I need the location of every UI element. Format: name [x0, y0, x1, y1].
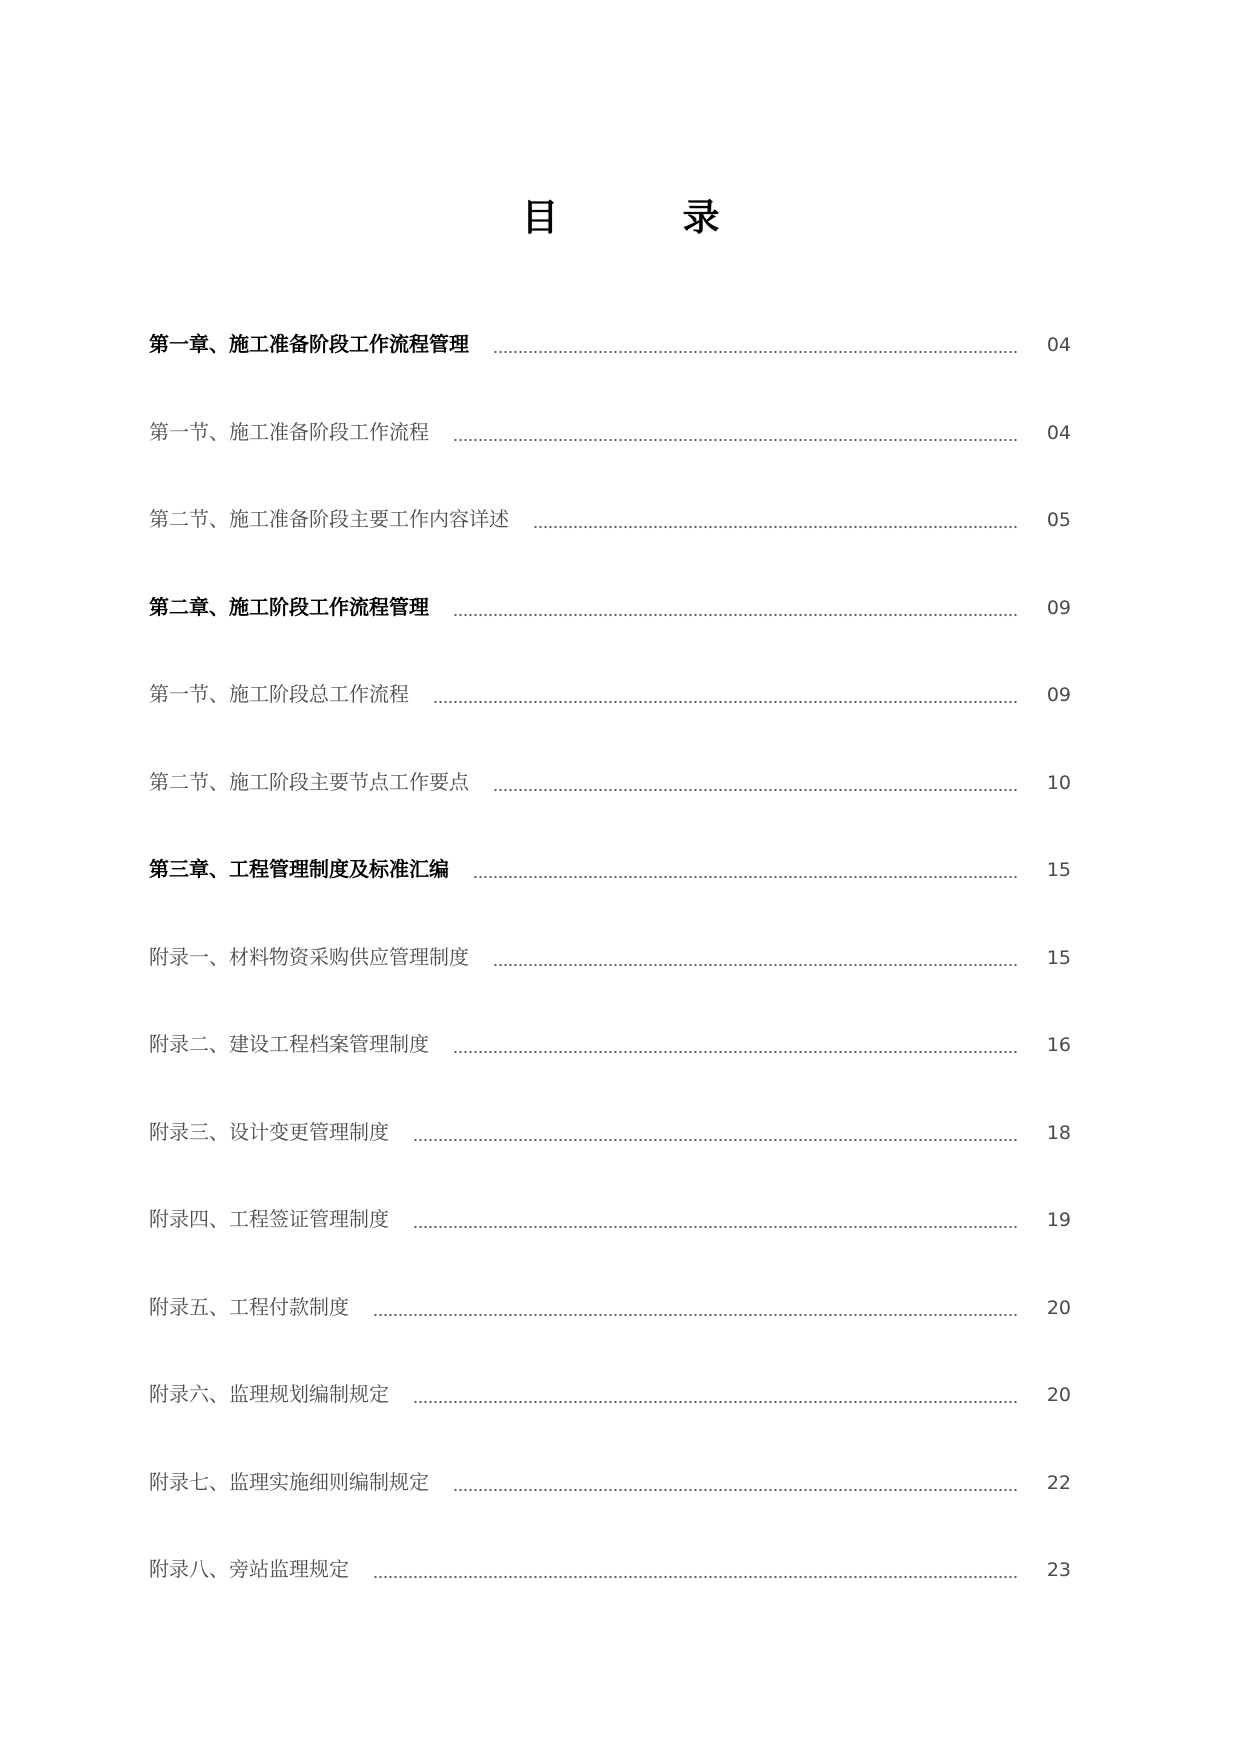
toc-section-entry[interactable] — [149, 1116, 1071, 1204]
toc-entry-label: 附录四、工程签证管理制度 — [149, 1207, 389, 1231]
toc-dot-leader — [493, 947, 1017, 967]
toc-page-number: 15 — [1046, 859, 1071, 881]
toc-chapter-entry[interactable] — [149, 591, 1071, 679]
toc-entry-label: 第二节、施工准备阶段主要工作内容详述 — [149, 507, 509, 531]
toc-entry-label: 附录一、材料物资采购供应管理制度 — [149, 944, 469, 969]
toc-page-number: 15 — [1046, 946, 1071, 969]
toc-section-entry[interactable] — [149, 766, 1071, 854]
toc-page-number: 05 — [1046, 509, 1071, 531]
toc-page-number: 19 — [1046, 1209, 1071, 1231]
toc-page-number: 16 — [1046, 1034, 1071, 1056]
toc-entry-label: 附录七、监理实施细则编制规定 — [149, 1469, 429, 1494]
toc-entry-label: 第三章、工程管理制度及标准汇编 — [149, 857, 449, 881]
toc-entry-label: 附录二、建设工程档案管理制度 — [149, 1032, 429, 1056]
toc-chapter-entry[interactable] — [149, 853, 1071, 941]
table-of-contents — [149, 328, 1071, 1641]
toc-dot-leader — [373, 1559, 1017, 1579]
toc-dot-leader — [433, 684, 1017, 704]
toc-chapter-entry[interactable] — [149, 328, 1071, 416]
toc-section-entry[interactable] — [149, 678, 1071, 766]
toc-page-number: 18 — [1046, 1121, 1071, 1144]
toc-entry-label: 第一章、施工准备阶段工作流程管理 — [149, 332, 469, 356]
toc-dot-leader — [493, 334, 1017, 354]
toc-section-entry[interactable] — [149, 416, 1071, 504]
toc-dot-leader — [373, 1297, 1017, 1317]
toc-dot-leader — [453, 1034, 1017, 1054]
toc-entry-label: 第一节、施工阶段总工作流程 — [149, 682, 409, 706]
toc-dot-leader — [533, 509, 1017, 529]
toc-entry-label: 附录八、旁站监理规定 — [149, 1557, 349, 1581]
toc-section-entry[interactable] — [149, 1378, 1071, 1466]
toc-section-entry[interactable] — [149, 1553, 1071, 1641]
toc-page-number: 09 — [1046, 684, 1071, 706]
page-title: 目录 — [521, 196, 844, 239]
toc-section-entry[interactable] — [149, 503, 1071, 591]
toc-section-entry[interactable] — [149, 941, 1071, 1029]
toc-dot-leader — [453, 422, 1017, 442]
toc-dot-leader — [493, 772, 1017, 792]
toc-page-number: 23 — [1046, 1559, 1071, 1581]
toc-page-number: 10 — [1046, 771, 1071, 794]
toc-section-entry[interactable] — [149, 1466, 1071, 1554]
toc-section-entry[interactable] — [149, 1203, 1071, 1291]
toc-dot-leader — [453, 597, 1017, 617]
toc-page-number: 04 — [1046, 421, 1071, 444]
toc-entry-label: 附录五、工程付款制度 — [149, 1294, 349, 1319]
toc-entry-label: 附录三、设计变更管理制度 — [149, 1119, 389, 1144]
toc-entry-label: 第二章、施工阶段工作流程管理 — [149, 594, 429, 619]
toc-dot-leader — [413, 1122, 1017, 1142]
toc-dot-leader — [473, 859, 1017, 879]
toc-dot-leader — [413, 1209, 1017, 1229]
toc-page-number: 09 — [1046, 596, 1071, 619]
toc-dot-leader — [413, 1384, 1017, 1404]
toc-page-number: 04 — [1046, 334, 1071, 356]
toc-page-number: 22 — [1046, 1471, 1071, 1494]
toc-section-entry[interactable] — [149, 1028, 1071, 1116]
toc-page-number: 20 — [1046, 1296, 1071, 1319]
toc-page-number: 20 — [1046, 1384, 1071, 1406]
toc-section-entry[interactable] — [149, 1291, 1071, 1379]
toc-entry-label: 第一节、施工准备阶段工作流程 — [149, 419, 429, 444]
toc-dot-leader — [453, 1472, 1017, 1492]
toc-entry-label: 附录六、监理规划编制规定 — [149, 1382, 389, 1406]
toc-entry-label: 第二节、施工阶段主要节点工作要点 — [149, 769, 469, 794]
